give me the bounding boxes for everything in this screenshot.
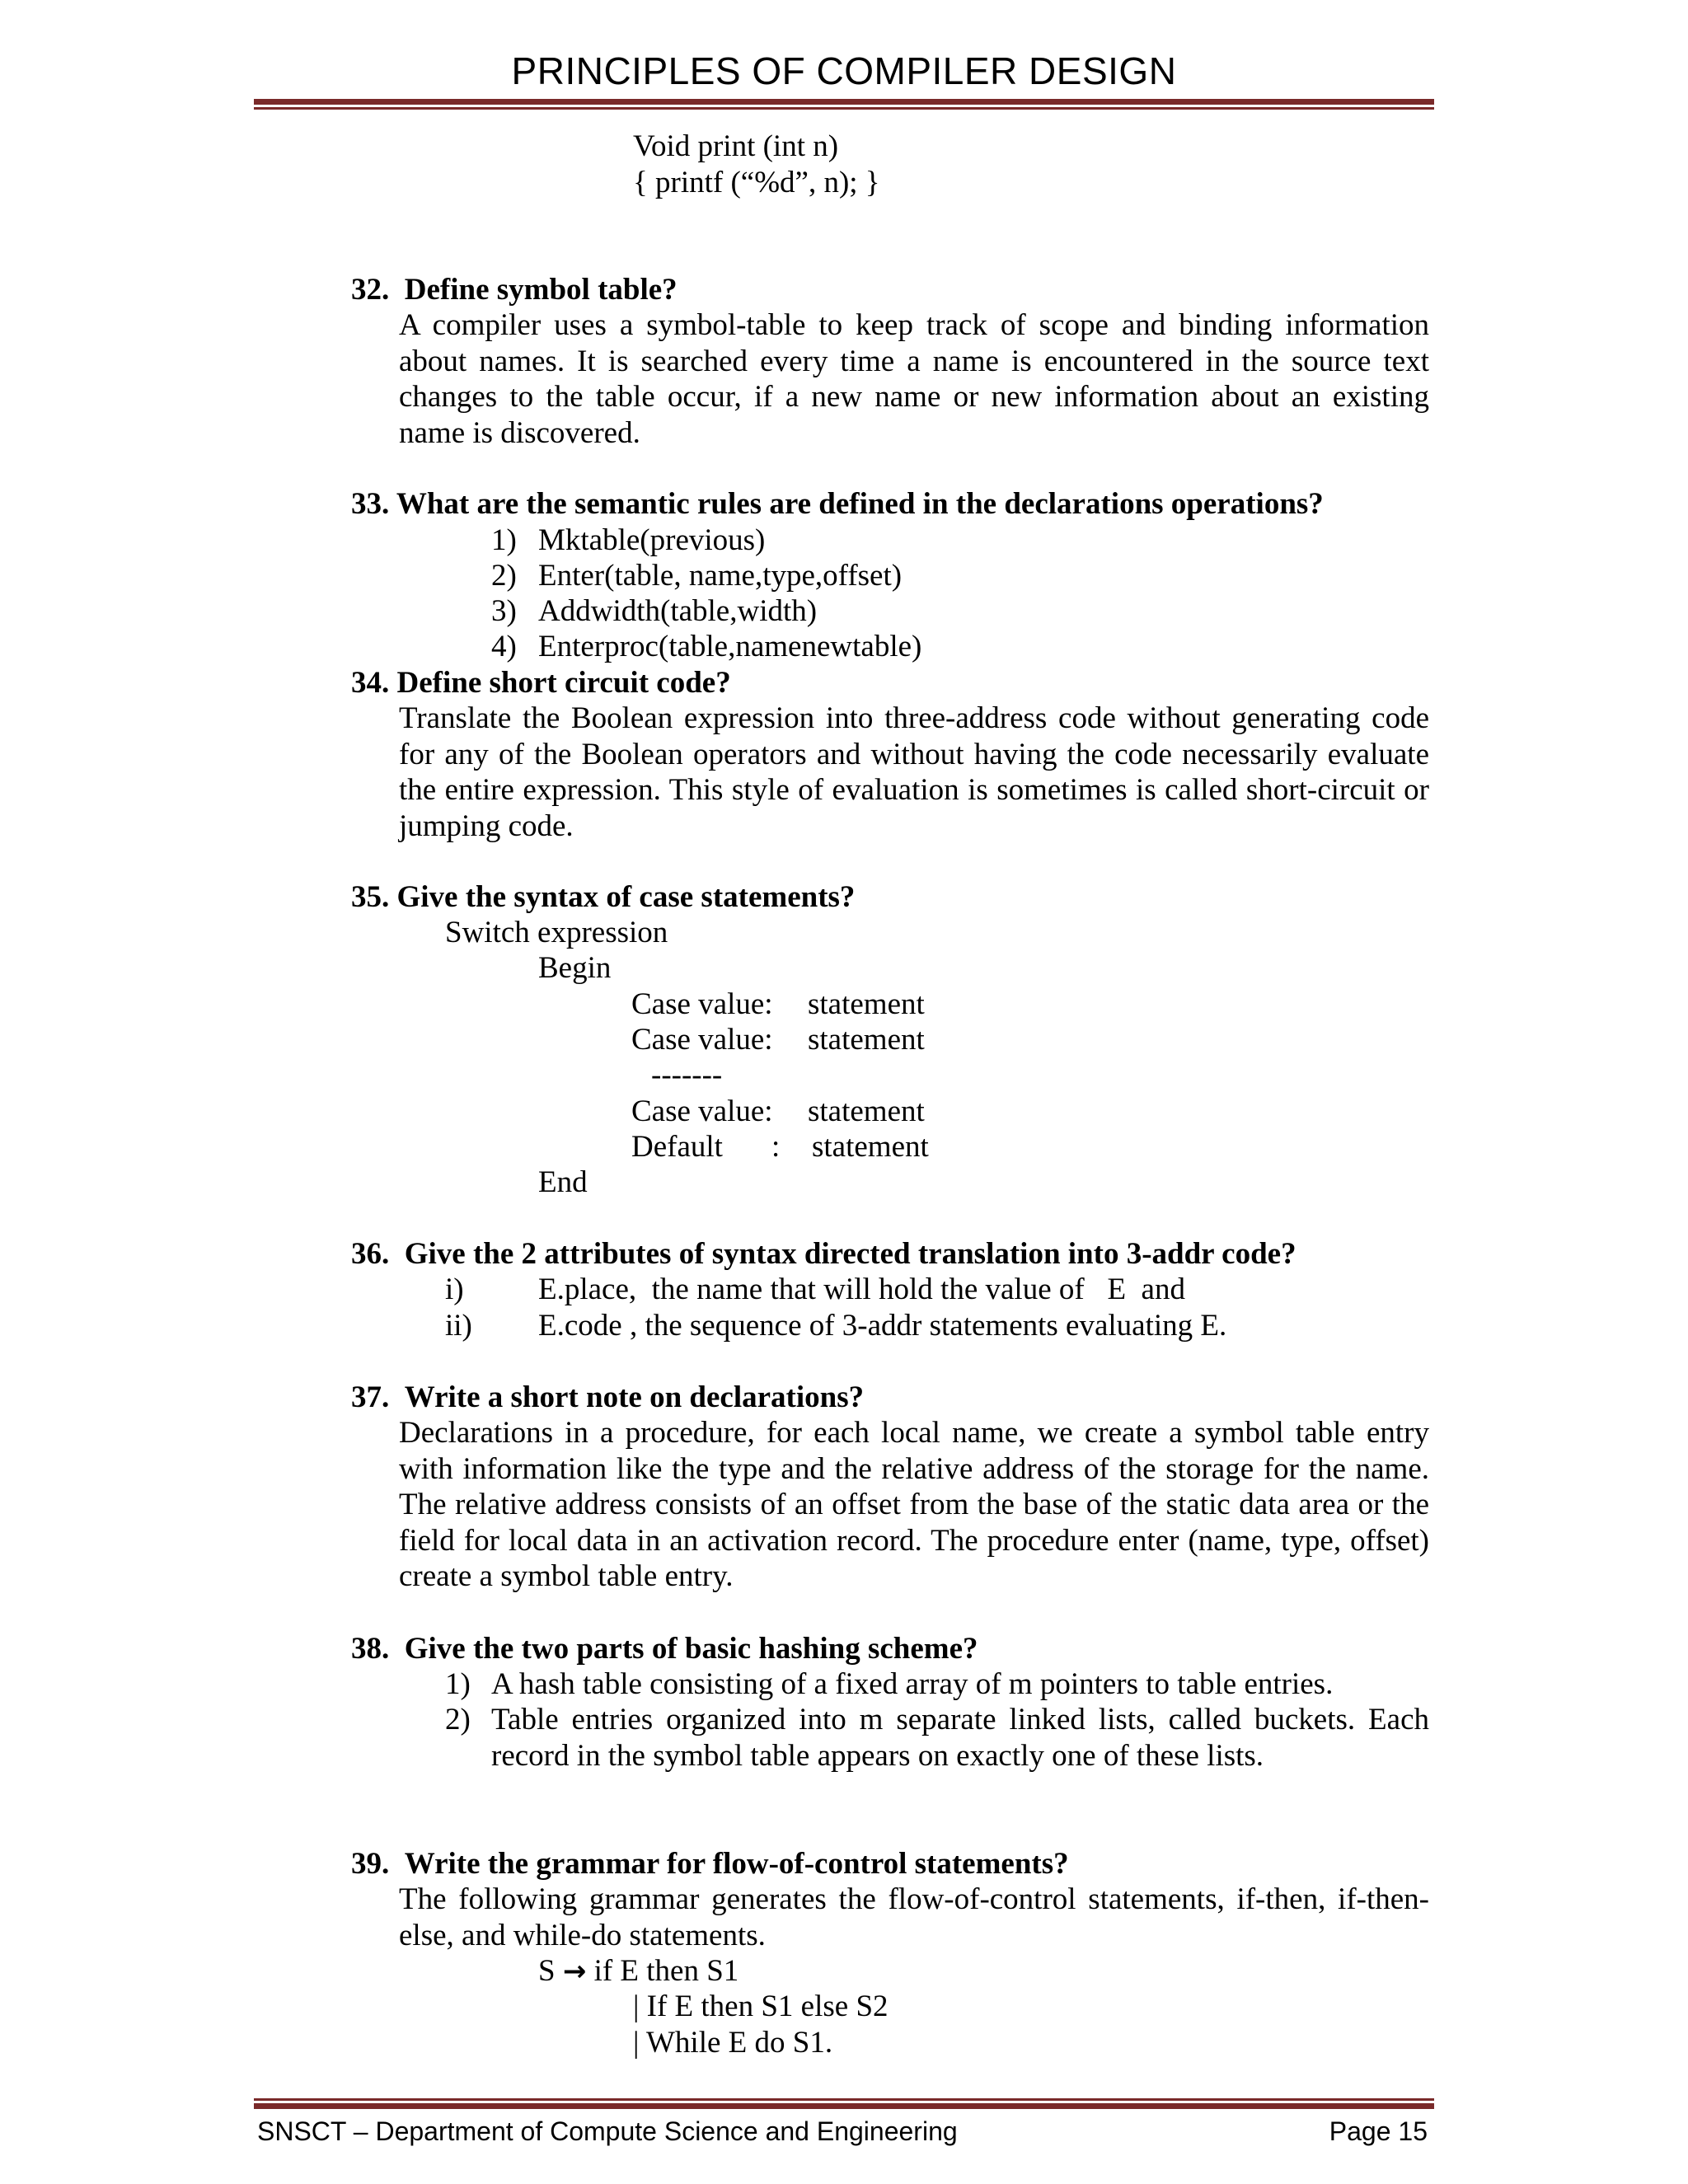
q37-question: Write a short note on declarations? bbox=[404, 1380, 865, 1414]
list-item-number: 3) bbox=[491, 594, 517, 628]
q32-question: Define symbol table? bbox=[404, 273, 678, 307]
header-rule-thick bbox=[254, 99, 1434, 105]
grammar-rule: | While E do S1. bbox=[633, 2026, 833, 2060]
grammar-rhs: if E then S1 bbox=[593, 1954, 739, 1988]
page-number: Page 15 bbox=[1329, 2116, 1428, 2146]
q36-question: Give the 2 attributes of syntax directed translation into 3-addr code? bbox=[404, 1237, 1296, 1271]
list-item: E.place, the name that will hold the value of E and bbox=[538, 1272, 1185, 1306]
right-arrow-icon: → bbox=[562, 1955, 587, 1988]
list-item-number: 1) bbox=[491, 523, 517, 557]
default-label: Default bbox=[631, 1130, 723, 1164]
list-item-number: 2) bbox=[491, 559, 517, 593]
list-item-number: i) bbox=[445, 1272, 464, 1306]
case-statement: statement bbox=[808, 1094, 925, 1128]
q37-heading bbox=[351, 1380, 864, 1415]
list-item: A hash table consisting of a fixed array of m pointers to table entries. bbox=[491, 1667, 1334, 1701]
dashes: ------- bbox=[651, 1058, 723, 1092]
list-item: Addwidth(table,width) bbox=[538, 594, 818, 628]
default-colon: : bbox=[771, 1130, 781, 1164]
code-line: End bbox=[538, 1165, 588, 1199]
footer-rule-thick bbox=[254, 2103, 1434, 2109]
q36-heading bbox=[351, 1236, 1296, 1272]
q39-answer: The following grammar generates the flow-of-control statements, if-then, if-then-else, and while-do statements. bbox=[399, 1882, 1429, 1952]
default-statement: statement bbox=[812, 1130, 929, 1164]
q38-number: 38. bbox=[351, 1632, 390, 1666]
grammar-rule bbox=[538, 1953, 738, 1990]
code-line: { printf (“%d”, n); } bbox=[633, 166, 880, 199]
code-line: Switch expression bbox=[445, 916, 668, 949]
list-item: Enterproc(table,namenewtable) bbox=[538, 630, 922, 663]
case-statement: statement bbox=[808, 987, 925, 1021]
grammar-lhs: S bbox=[538, 1954, 556, 1988]
q39-question: Write the grammar for flow-of-control statements? bbox=[404, 1847, 1069, 1881]
list-item: Enter(table, name,type,offset) bbox=[538, 559, 903, 593]
list-item-number: 4) bbox=[491, 630, 517, 663]
list-item-number: ii) bbox=[445, 1309, 472, 1343]
header-rule-thin bbox=[254, 107, 1434, 110]
q32-number: 32. bbox=[351, 273, 390, 307]
q32-heading bbox=[351, 272, 678, 307]
q37-number: 37. bbox=[351, 1380, 390, 1414]
case-statement: statement bbox=[808, 1023, 925, 1057]
list-item: E.code , the sequence of 3-addr statements evaluating E. bbox=[538, 1309, 1227, 1343]
list-item-number: 2) bbox=[445, 1703, 471, 1736]
case-label: Case value: bbox=[631, 1094, 773, 1128]
q37-answer: Declarations in a procedure, for each local name, we create a symbol table entry with information like the type and the relative address of the storage for the name. The relative address consists of an offset from the base of the static data area or the field for local data in an activation record. The procedure enter (name, type, offset) create a symbol table entry. bbox=[399, 1416, 1429, 1593]
q32-answer: A compiler uses a symbol-table to keep track of scope and binding information about names. It is searched every time a name is encountered in the source text changes to the table occur, if a new name or new information about an existing name is discovered. bbox=[399, 308, 1429, 450]
q35-heading: 35. Give the syntax of case statements? bbox=[351, 880, 856, 914]
list-item-number: 1) bbox=[445, 1667, 471, 1701]
q34-answer: Translate the Boolean expression into three-address code without generating code for any of the Boolean operators and without having the code necessarily evaluate the entire expression. This style of evaluation is sometimes is called short-circuit or jumping code. bbox=[399, 701, 1429, 843]
grammar-rule: | If E then S1 else S2 bbox=[633, 1990, 889, 2023]
q39-heading bbox=[351, 1846, 1069, 1882]
q38-question: Give the two parts of basic hashing scheme? bbox=[404, 1632, 978, 1666]
case-label: Case value: bbox=[631, 987, 773, 1021]
code-line: Begin bbox=[538, 951, 612, 985]
q34-heading: 34. Define short circuit code? bbox=[351, 666, 731, 700]
list-item: Table entries organized into m separate linked lists, called buckets. Each record in the symbol table appears on exactly one of these lists. bbox=[491, 1703, 1429, 1773]
footer-department: SNSCT – Department of Compute Science and Engineering bbox=[257, 2116, 958, 2146]
code-line: Void print (int n) bbox=[633, 129, 839, 163]
q33-heading: 33. What are the semantic rules are defined in the declarations operations? bbox=[351, 487, 1324, 521]
case-label: Case value: bbox=[631, 1023, 773, 1057]
q39-number: 39. bbox=[351, 1847, 390, 1881]
list-item: Mktable(previous) bbox=[538, 523, 766, 557]
footer-rule-thin bbox=[254, 2098, 1434, 2101]
page-header-title: PRINCIPLES OF COMPILER DESIGN bbox=[511, 49, 1177, 92]
q36-number: 36. bbox=[351, 1237, 390, 1271]
q38-heading bbox=[351, 1631, 978, 1666]
